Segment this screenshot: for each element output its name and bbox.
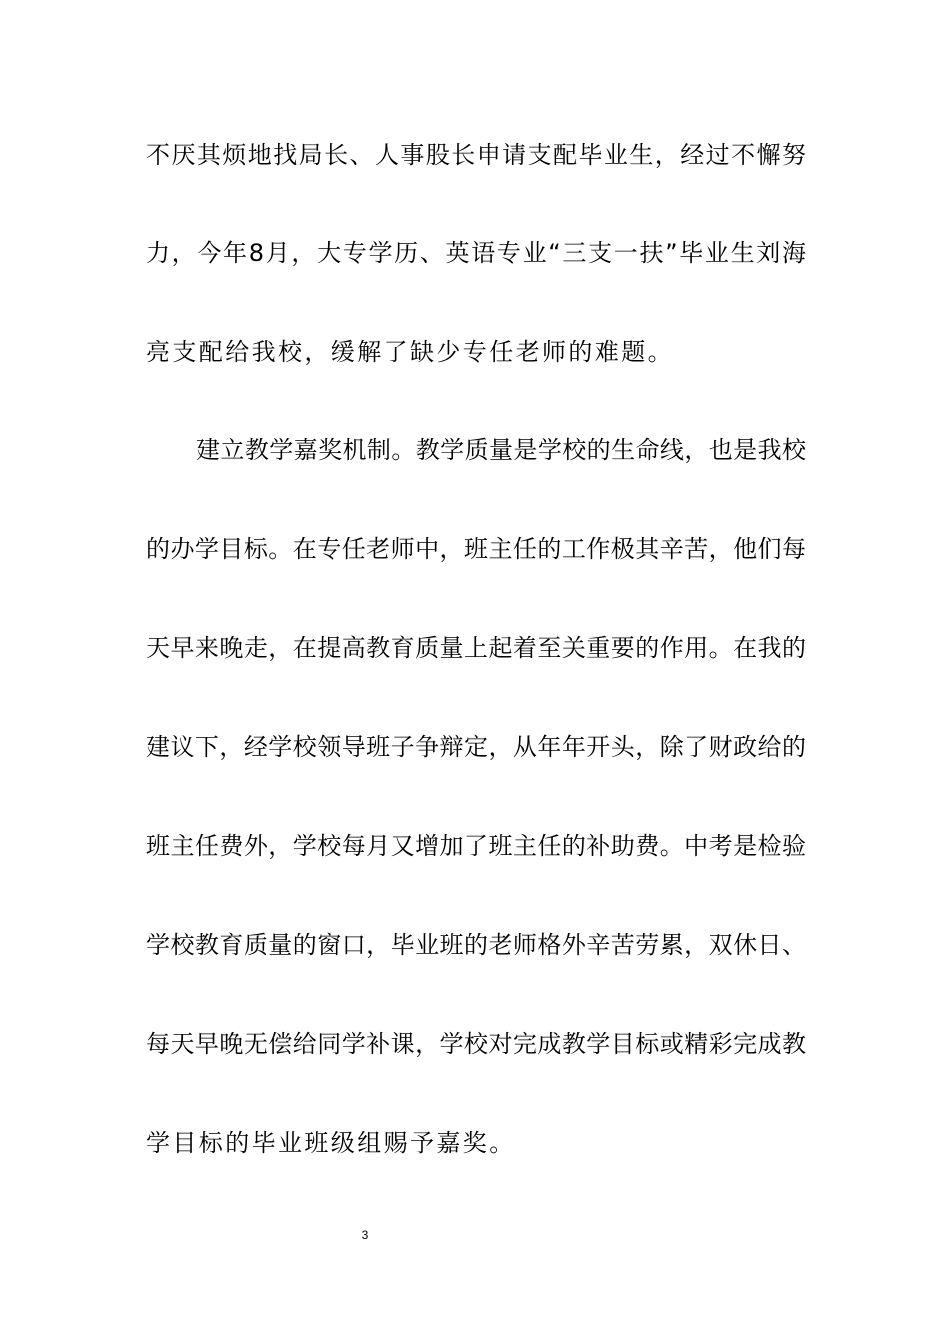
text-line-1: 不厌其烦地找局长、人事股长申请支配毕业生，经过不懈努	[146, 141, 806, 169]
text-line-8: 班主任费外，学校每月又增加了班主任的补助费。中考是检验	[146, 832, 806, 860]
text-line-2: 力，今年8月，大专学历、英语专业“三支一扶”毕业生刘海	[146, 239, 806, 267]
text-line-10: 每天早晚无偿给同学补课，学校对完成教学目标或精彩完成教	[146, 1030, 806, 1058]
text-line-5: 的办学目标。在专任老师中，班主任的工作极其辛苦，他们每	[146, 535, 806, 563]
text-line-4: 建立教学嘉奖机制。教学质量是学校的生命线，也是我校	[196, 436, 806, 464]
text-line-3: 亮支配给我校，缓解了缺少专任老师的难题。	[146, 338, 674, 366]
text-line-7: 建议下，经学校领导班子争辩定，从年年开头，除了财政给的	[146, 733, 806, 761]
page-number: 3	[361, 1228, 369, 1242]
text-line-11: 学目标的毕业班级组赐予嘉奖。	[146, 1129, 516, 1157]
text-line-9: 学校教育质量的窗口，毕业班的老师格外辛苦劳累，双休日、	[146, 931, 806, 959]
text-line-6: 天早来晚走，在提高教育质量上起着至关重要的作用。在我的	[146, 634, 806, 662]
